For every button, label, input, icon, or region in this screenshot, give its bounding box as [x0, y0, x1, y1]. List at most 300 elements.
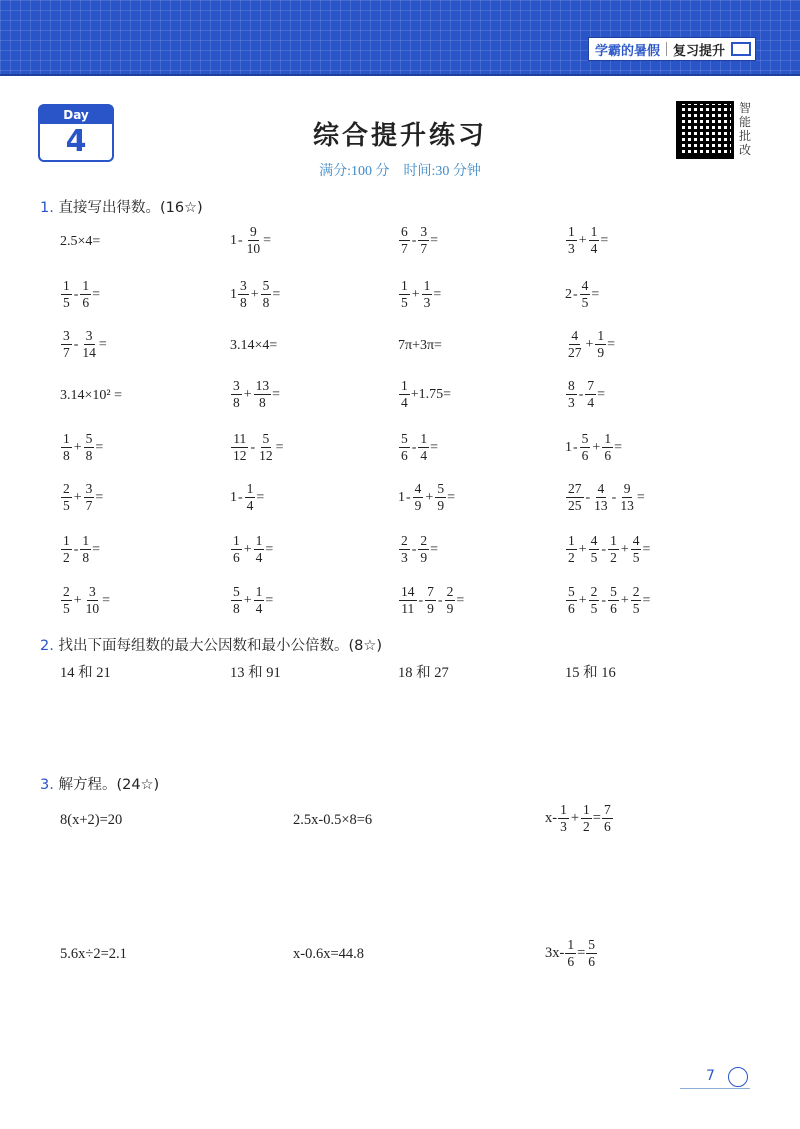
question-number: 1. — [40, 200, 54, 216]
numerator: 2 — [446, 584, 454, 599]
q1-item — [398, 378, 451, 411]
q1-item — [230, 224, 271, 257]
numerator: 2 — [63, 584, 70, 599]
numerator: 5 — [262, 278, 270, 293]
denominator: 2 — [63, 550, 70, 565]
numerator: 3 — [240, 278, 247, 293]
fraction — [566, 584, 577, 617]
numerator: 9 — [250, 224, 257, 239]
denominator: 6 — [233, 550, 240, 565]
denominator: 8 — [262, 295, 270, 310]
page-title: 综合提升练习 — [312, 121, 487, 151]
numerator: 5 — [588, 937, 596, 952]
equals: = — [430, 232, 439, 248]
series-name: 学霸的暑假 — [594, 43, 660, 59]
fraction — [558, 802, 569, 835]
q1-item — [60, 328, 107, 361]
denominator: 2 — [583, 819, 590, 834]
section-name: 复习提升 — [672, 43, 725, 59]
fraction — [565, 937, 576, 970]
equals: = — [92, 286, 101, 302]
fraction — [418, 533, 429, 566]
q1-item — [230, 431, 284, 464]
denominator: 7 — [420, 241, 428, 256]
equals: = — [272, 386, 281, 402]
fraction — [586, 937, 597, 970]
denominator: 8 — [63, 448, 70, 463]
q1-item — [60, 388, 122, 404]
q1-item — [398, 481, 455, 514]
op: - — [238, 489, 243, 505]
fraction — [608, 584, 619, 617]
equals: = — [265, 592, 274, 608]
fraction — [254, 378, 272, 411]
question-number: 2. — [40, 638, 54, 654]
denominator: 5 — [63, 601, 70, 616]
fraction — [84, 584, 102, 617]
numerator: 5 — [401, 431, 408, 446]
footer-rule — [680, 1088, 750, 1089]
denominator: 3 — [423, 295, 431, 310]
denominator: 12 — [233, 448, 247, 463]
denominator: 10 — [85, 601, 100, 616]
fraction — [254, 584, 265, 617]
numerator: 4 — [597, 481, 605, 496]
fraction — [589, 224, 600, 257]
q1-item — [230, 278, 280, 311]
numerator: 1 — [246, 481, 254, 496]
numerator: 1 — [590, 224, 598, 239]
fraction — [418, 224, 429, 257]
numerator: 3 — [63, 328, 70, 343]
equals: = — [456, 592, 465, 608]
numerator: 9 — [623, 481, 631, 496]
denominator: 9 — [437, 498, 445, 513]
fraction — [602, 431, 613, 464]
numerator: 4 — [590, 533, 598, 548]
op: + — [243, 592, 252, 608]
denominator: 6 — [567, 954, 575, 969]
op: + — [592, 439, 601, 455]
fraction — [399, 533, 410, 566]
day-number: 4 — [65, 124, 87, 159]
fraction — [581, 802, 592, 835]
fraction — [80, 533, 91, 566]
fraction — [425, 584, 436, 617]
fraction — [61, 481, 72, 514]
fraction — [399, 224, 410, 257]
op: - — [585, 489, 591, 505]
equals: = — [636, 489, 645, 505]
q1-item — [60, 481, 103, 514]
denominator: 9 — [420, 550, 428, 565]
op: - — [573, 286, 578, 302]
denominator: 7 — [85, 498, 93, 513]
op: - — [601, 541, 607, 557]
numerator: 5 — [568, 584, 575, 599]
q1-item — [398, 278, 441, 311]
q1-item — [398, 224, 438, 257]
equals: = — [102, 592, 111, 608]
equals: = — [577, 945, 586, 961]
op: + — [578, 541, 587, 557]
fraction — [399, 431, 410, 464]
numerator: 3 — [233, 378, 240, 393]
denominator: 3 — [568, 241, 575, 256]
q1-item — [60, 278, 100, 311]
q1-item — [60, 234, 100, 250]
expr-text: 1 — [230, 232, 237, 248]
numerator: 13 — [255, 378, 270, 393]
denominator: 8 — [240, 295, 247, 310]
denominator: 13 — [594, 498, 608, 513]
denominator: 14 — [82, 345, 96, 360]
expr-text: 3.14×10² = — [60, 388, 122, 403]
fraction — [589, 533, 600, 566]
denominator: 12 — [259, 448, 273, 463]
q1-item — [398, 431, 438, 464]
fraction — [80, 278, 91, 311]
q1-item — [565, 328, 615, 361]
op: - — [73, 541, 79, 557]
numerator: 7 — [587, 378, 595, 393]
denominator: 4 — [246, 498, 254, 513]
header-divider — [0, 74, 800, 76]
fraction — [585, 378, 596, 411]
numerator: 1 — [401, 378, 408, 393]
op: + — [425, 489, 434, 505]
question-1-title — [40, 196, 203, 217]
fraction — [566, 481, 584, 514]
equals: = — [256, 489, 265, 505]
denominator: 8 — [85, 448, 93, 463]
numerator: 6 — [401, 224, 408, 239]
sun-icon — [728, 1067, 748, 1087]
fraction — [61, 278, 72, 311]
qr-code-icon[interactable] — [676, 101, 734, 159]
denominator: 6 — [568, 601, 575, 616]
expr-text: 2.5×4= — [60, 234, 101, 249]
fraction — [245, 481, 256, 514]
q1-item — [398, 584, 464, 617]
fraction — [399, 584, 417, 617]
denominator: 9 — [446, 601, 454, 616]
q1-item — [565, 431, 622, 464]
fraction — [445, 584, 456, 617]
numerator: 1 — [63, 278, 70, 293]
equals: = — [272, 286, 281, 302]
expr-text: 3.14×4= — [230, 338, 278, 353]
op: + — [73, 439, 82, 455]
q1-item — [230, 584, 273, 617]
page-subtitle: 满分:100 分 时间:30 分钟 — [319, 164, 481, 179]
denominator: 25 — [568, 498, 582, 513]
numerator: 1 — [560, 802, 567, 817]
denominator: 5 — [581, 295, 589, 310]
numerator: 4 — [571, 328, 579, 343]
denominator: 5 — [632, 601, 640, 616]
fraction — [245, 224, 263, 257]
number-pair: 15 和 16 — [565, 665, 616, 681]
equals: = — [597, 386, 606, 402]
numerator: 1 — [63, 431, 70, 446]
q1-item — [230, 378, 280, 411]
q1-item — [230, 481, 264, 514]
fraction — [602, 802, 613, 835]
denominator: 5 — [63, 295, 70, 310]
q1-item — [565, 278, 599, 311]
fraction — [231, 378, 242, 411]
numerator: 1 — [610, 533, 617, 548]
fraction — [618, 481, 636, 514]
numerator: 1 — [567, 937, 575, 952]
q1-item — [230, 338, 277, 354]
book-icon — [731, 42, 751, 56]
fraction — [566, 533, 577, 566]
numerator: 7 — [603, 802, 611, 817]
q1-item — [60, 431, 103, 464]
denominator: 7 — [63, 345, 70, 360]
numerator: 5 — [437, 481, 445, 496]
fraction — [61, 533, 72, 566]
numerator: 5 — [85, 431, 93, 446]
numerator: 4 — [581, 278, 589, 293]
op: - — [73, 286, 79, 302]
op: + — [250, 286, 259, 302]
fraction — [231, 584, 242, 617]
denominator: 3 — [401, 550, 408, 565]
fraction — [631, 584, 642, 617]
numerator: 1 — [255, 533, 263, 548]
question-3-title — [40, 773, 159, 794]
denominator: 6 — [588, 954, 596, 969]
fraction — [399, 378, 410, 411]
fraction — [580, 431, 591, 464]
numerator: 2 — [590, 584, 598, 599]
op: - — [578, 386, 584, 402]
numerator: 14 — [401, 584, 415, 599]
op: - — [573, 439, 578, 455]
equals: = — [430, 439, 439, 455]
equals: = — [263, 232, 272, 248]
denominator: 4 — [587, 395, 595, 410]
fraction — [61, 328, 72, 361]
denominator: 3 — [560, 819, 567, 834]
denominator: 3 — [568, 395, 575, 410]
equals: = — [95, 439, 104, 455]
numerator: 5 — [581, 431, 589, 446]
q1-item — [398, 533, 438, 566]
denominator: 8 — [233, 601, 240, 616]
numerator: 1 — [82, 533, 90, 548]
fraction — [435, 481, 446, 514]
denominator: 4 — [255, 601, 263, 616]
denominator: 6 — [581, 448, 589, 463]
q1-item — [398, 338, 442, 354]
op: + — [243, 541, 252, 557]
fraction — [631, 533, 642, 566]
expr-text: x- — [545, 810, 558, 826]
denominator: 11 — [401, 601, 415, 616]
fraction — [254, 533, 265, 566]
numerator: 11 — [233, 431, 247, 446]
q1-item — [565, 481, 645, 514]
op: - — [437, 592, 443, 608]
denominator: 7 — [401, 241, 408, 256]
q1-item — [60, 584, 110, 617]
fraction — [231, 431, 249, 464]
fraction — [399, 278, 410, 311]
equation: 8(x+2)=20 — [60, 812, 123, 828]
numerator: 1 — [255, 584, 263, 599]
numerator: 1 — [597, 328, 605, 343]
denominator: 4 — [255, 550, 263, 565]
denominator: 9 — [427, 601, 434, 616]
denominator: 6 — [603, 819, 611, 834]
denominator: 6 — [604, 448, 612, 463]
numerator: 1 — [423, 278, 431, 293]
equals: = — [614, 439, 622, 455]
equals: = — [430, 541, 439, 557]
fraction — [566, 328, 584, 361]
denominator: 6 — [82, 295, 90, 310]
numerator: 1 — [233, 533, 240, 548]
denominator: 8 — [259, 395, 266, 410]
equals: = — [433, 286, 442, 302]
equals: = — [92, 541, 101, 557]
page-number: 7 — [706, 1068, 715, 1084]
numerator: 2 — [420, 533, 428, 548]
numerator: 8 — [568, 378, 575, 393]
numerator: 27 — [568, 481, 582, 496]
op: - — [411, 232, 417, 248]
q1-item — [60, 533, 100, 566]
expr-text: 7π+3π= — [398, 338, 442, 353]
op: - — [601, 592, 607, 608]
op: + — [73, 489, 82, 505]
denominator: 8 — [82, 550, 90, 565]
op: - — [73, 336, 79, 352]
op: - — [411, 541, 417, 557]
denominator: 10 — [246, 241, 261, 256]
question-text: 找出下面每组数的最大公因数和最小公倍数。(8☆) — [58, 638, 382, 654]
denominator: 5 — [590, 601, 598, 616]
numerator: 1 — [583, 802, 590, 817]
op: - — [418, 592, 424, 608]
fraction — [231, 533, 242, 566]
equals: = — [642, 541, 651, 557]
numerator: 1 — [568, 533, 575, 548]
number-pair: 14 和 21 — [60, 665, 111, 681]
expr-text: 1 — [398, 489, 405, 505]
op: - — [406, 489, 411, 505]
numerator: 4 — [414, 481, 422, 496]
numerator: 2 — [401, 533, 408, 548]
fraction — [580, 278, 591, 311]
equals: = — [275, 439, 284, 455]
op: + — [620, 592, 629, 608]
fraction — [257, 431, 275, 464]
op: - — [611, 489, 617, 505]
denominator: 5 — [590, 550, 598, 565]
equation — [545, 937, 598, 970]
equals: = — [607, 336, 616, 352]
op: - — [250, 439, 256, 455]
equals: = — [98, 336, 107, 352]
numerator: 3 — [85, 328, 93, 343]
op: + — [570, 810, 580, 826]
denominator: 27 — [568, 345, 582, 360]
numerator: 4 — [632, 533, 640, 548]
equals: = — [265, 541, 274, 557]
equals: = — [447, 489, 455, 505]
numerator: 1 — [420, 431, 428, 446]
expr-text: 1 — [230, 286, 237, 302]
fraction — [84, 431, 95, 464]
numerator: 1 — [568, 224, 575, 239]
fraction — [418, 431, 429, 464]
fraction — [566, 378, 577, 411]
q1-item — [230, 533, 273, 566]
q1-item — [565, 224, 608, 257]
numerator: 1 — [82, 278, 90, 293]
number-pair: 18 和 27 — [398, 665, 449, 681]
fraction — [608, 533, 619, 566]
numerator: 5 — [262, 431, 270, 446]
denominator: 4 — [401, 395, 408, 410]
expr-text: 3x- — [545, 945, 565, 961]
fraction — [61, 584, 72, 617]
denominator: 6 — [401, 448, 408, 463]
fraction — [84, 481, 95, 514]
fraction — [413, 481, 424, 514]
denominator: 13 — [620, 498, 634, 513]
op: - — [411, 439, 417, 455]
numerator: 5 — [233, 584, 240, 599]
equals: = — [600, 232, 609, 248]
numerator: 7 — [427, 584, 434, 599]
op: + — [578, 592, 587, 608]
fraction — [80, 328, 98, 361]
q1-item — [565, 533, 650, 566]
op: + — [620, 541, 629, 557]
question-text: 解方程。(24☆) — [58, 777, 160, 793]
header-bar — [0, 0, 800, 74]
equation: x-0.6x=44.8 — [293, 946, 365, 962]
fraction — [589, 584, 600, 617]
q1-item — [565, 378, 605, 411]
denominator: 2 — [610, 550, 617, 565]
equation — [545, 802, 614, 835]
question-number: 3. — [40, 777, 54, 793]
fraction — [592, 481, 610, 514]
question-text: 直接写出得数。(16☆) — [58, 200, 203, 216]
numerator: 3 — [89, 584, 96, 599]
op: + — [243, 386, 252, 402]
op: + — [578, 232, 587, 248]
numerator: 1 — [401, 278, 408, 293]
numerator: 2 — [63, 481, 70, 496]
denominator: 4 — [590, 241, 598, 256]
qr-caption: 智能批改 — [739, 101, 752, 157]
expr-text: 2 — [565, 286, 572, 302]
numerator: 3 — [420, 224, 428, 239]
denominator: 4 — [420, 448, 428, 463]
numerator: 1 — [63, 533, 70, 548]
fraction — [422, 278, 433, 311]
equation: 2.5x-0.5×8=6 — [293, 812, 373, 828]
op: + — [73, 592, 82, 608]
